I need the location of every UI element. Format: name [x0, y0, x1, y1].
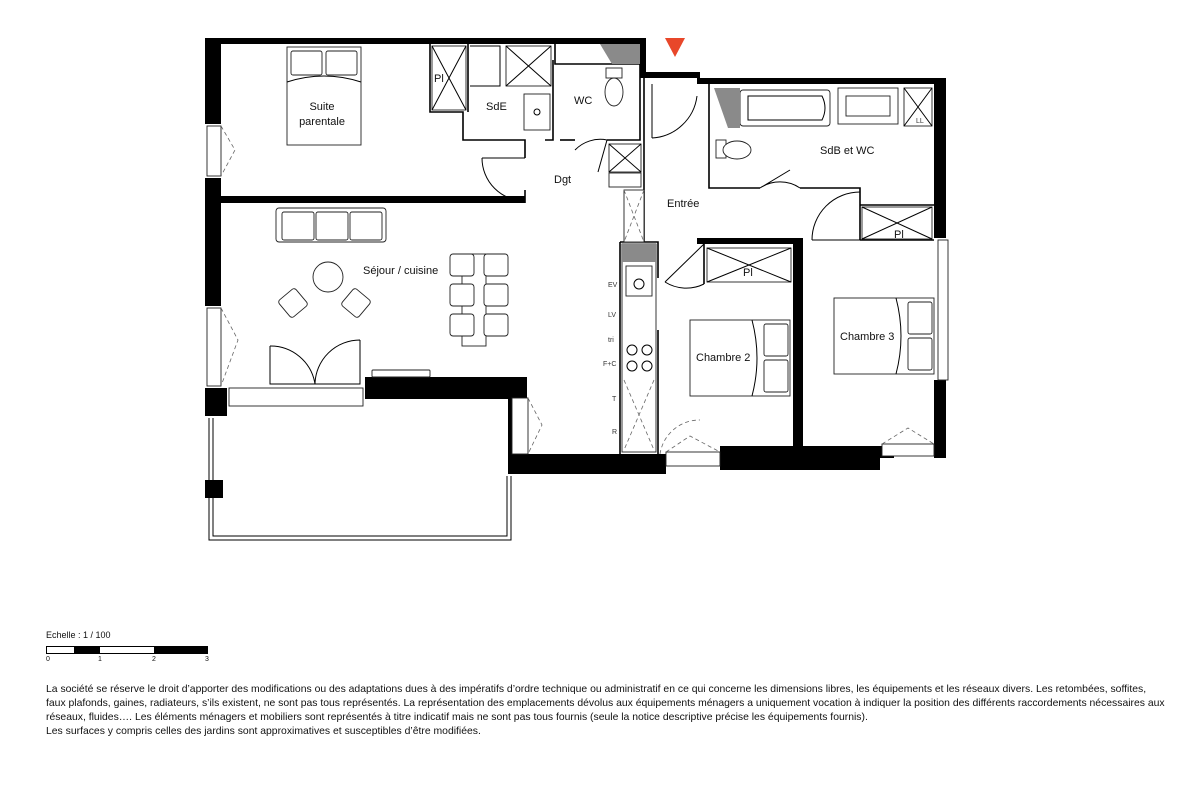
room-chambre2: Chambre 2	[696, 352, 751, 364]
kitchen-eq-ev: EV	[608, 282, 618, 289]
kitchen-eq-lv: LV	[608, 312, 617, 319]
room-suite-line2: parentale	[299, 116, 345, 128]
label-pl-sdb: Pl	[894, 229, 904, 241]
radiator	[372, 370, 430, 377]
scale-bar	[46, 646, 208, 654]
label-pl-ch2: Pl	[743, 267, 753, 279]
suite-bed	[287, 47, 361, 145]
room-sde: SdE	[486, 101, 507, 113]
room-entree: Entrée	[667, 198, 700, 210]
scale-block	[46, 630, 216, 666]
disclaimer-paragraph-2: Les surfaces y compris celles des jardins sont approximatives et susceptibles d’être modifiées.	[46, 726, 481, 737]
room-dgt: Dgt	[554, 174, 572, 186]
disclaimer-notes	[46, 683, 1166, 739]
room-suite-line1: Suite	[309, 101, 335, 113]
scale-tick-1: 1	[98, 656, 102, 663]
scale-title: Echelle : 1 / 100	[46, 630, 111, 640]
label-ll: LL	[916, 118, 924, 125]
coffee-table	[278, 262, 372, 318]
kitchen-eq-tri: tri	[608, 337, 614, 344]
shower-sde	[470, 46, 551, 130]
kitchen-eq-fc: F+C	[603, 361, 617, 368]
dining-table	[450, 254, 508, 346]
kitchen-eq-t: T	[612, 396, 617, 403]
sofa	[276, 208, 386, 242]
wc-toilet	[600, 44, 641, 187]
windows	[207, 126, 948, 466]
scale-tick-0: 0	[46, 656, 50, 663]
balcony-outline	[209, 418, 511, 540]
scale-tick-2: 2	[152, 656, 156, 663]
scale-ticks	[46, 654, 216, 666]
scale-tick-3: 3	[205, 656, 209, 663]
kitchen-counter	[622, 190, 656, 452]
disclaimer-paragraph-1: La société se réserve le droit d’apporter des modifications ou des adaptations dues à des impératifs d’ordre technique ou administratif en ce qui concerne les dimensions libres, les équipements et les réseaux divers. Les retombées, soffites, faux plafonds, gaines, radiateurs, s’ils existent, ne sont pas tous représentés. La représentation des emplacements dévolus aux équipements ménagers a uniquement vocation à indiquer la position des différents raccordements nécessaires aux réseaux, fluides…. Les éléments ménagers et mobiliers sont représentés à titre indicatif mais ne sont pas tous fournis (seule la notice descriptive précise les équipements fournis).	[46, 684, 1165, 723]
room-sdb: SdB et WC	[820, 145, 875, 157]
room-sejour: Séjour / cuisine	[363, 265, 439, 277]
label-pl-suite: Pl	[434, 73, 444, 85]
room-wc: WC	[574, 95, 593, 107]
entry-marker	[665, 38, 685, 57]
room-chambre3: Chambre 3	[840, 331, 895, 343]
kitchen-eq-r: R	[612, 429, 618, 436]
